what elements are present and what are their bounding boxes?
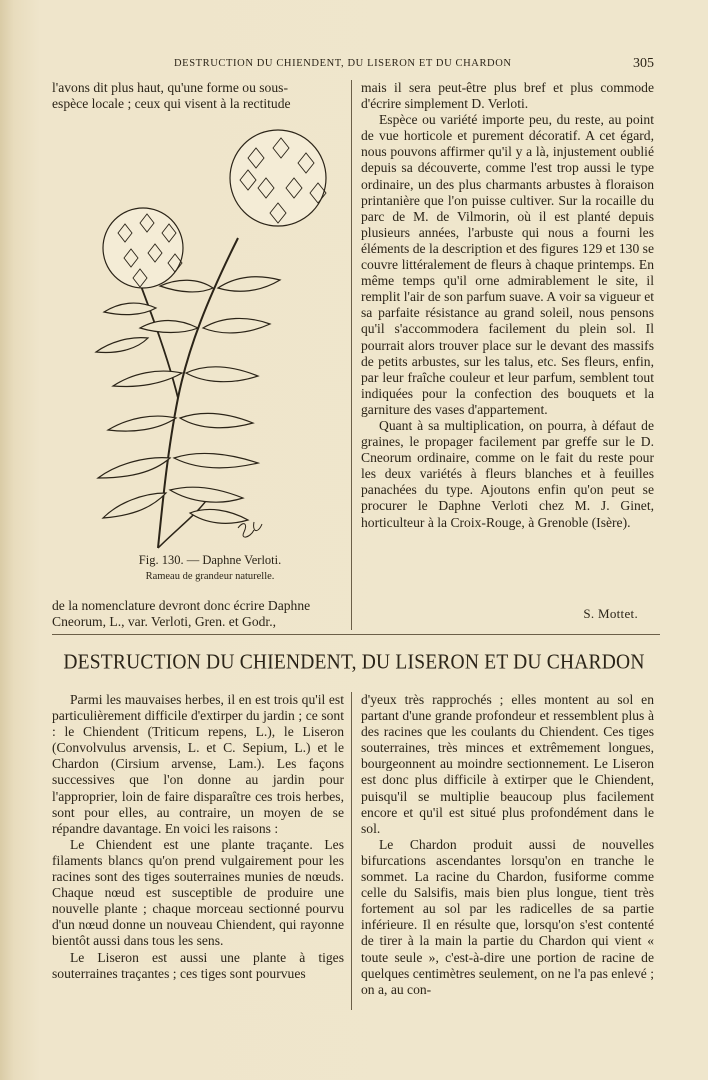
paragraph: Quant à sa multiplication, on pourra, à défaut de graines, le propager facilement par greffe sur le D. Cneorum ordinaire, comme on le fait du reste pour les deux variétés à fleurs blanches et à feuilles panachées du type. Ajoutons enfin qu'on peut se procurer le Daphne Verloti chez M. J. Ginet, horticulteur à la Croix-Rouge, à Grenoble (Isère). [361,417,654,530]
figure-caption: Fig. 130. — Daphne Verloti. [138,553,282,567]
top-left-text [52,80,344,112]
column-divider [351,692,352,1010]
lower-right-column [361,692,654,998]
running-header [52,56,656,74]
paragraph: Parmi les mauvaises herbes, il en est trois qu'il est particulièrement difficile d'extirper du jardin ; ce sont : le Chiendent (Triticum repens, L.), le Liseron (Convolvulus arvensis, L. et C. Sepium, L.) et le Chardon (Cirsium arvense, Lam.). Les façons successives que l'on donne au jardin pour l'approprier, loin de faire disparaître ces trois herbes, sont pour elles, au contraire, un moyen de se répandre davantage. En voici les raisons : [52,692,344,836]
daphne-illustration [58,118,338,558]
author-signature: S. Mottet. [583,606,638,621]
text-line: de la nomenclature devront donc écrire Daphne [52,598,311,613]
paragraph: Espèce ou variété importe peu, du reste, au point de vue horticole et purement décoratif. A cet égard, nous pouvons affirmer qu'il y a là, injustement oublié depuis sa découverte, comme l'est trop aussi le type ordinaire, un des plus charmants arbustes à floraison printanière que l'on puisse cultiver. Sur la rocaille du parc de M. de Vilmorin, où il est planté depuis plusieurs années, l'arbuste qui nous a fourni les éléments de la description et des figures 129 et 130 se couvre littéralement de fleurs à chaque printemps. En même temps qu'il orne admirablement le site, il remplit l'air de son parfum suave. A voir sa vigueur et sa parfaite résistance au grand soleil, nous pensons qu'il s'accommodera facilement du plein sol. Il pourrait alors trouver place sur le devant des massifs de petits arbustes, sur les talus, etc. Ses fleurs, enfin, par leur fraîche couleur et leur parfum, semblent tout indiquées pour la confection des bouquets et la garniture des vases d'appartement. [361,112,654,417]
text-line: l'avons dit plus haut, qu'une forme ou sous- [52,80,288,95]
paragraph: d'yeux très rapprochés ; elles montent au sol en partant d'une grande profondeur et ressemblent plus à des racines que les coulants du Chiendent. Ces tiges souterraines, très minces et extrêmement longues, bourgeonnent au moindre sectionnement. Le Liseron est donc plus difficile à extirper que le Chiendent, puisqu'il se multiplie beaucoup plus facilement encore et qu'il est situé plus profondément dans le sol. [361,692,654,836]
section-rule [52,634,660,635]
paragraph: Le Chiendent est une plante traçante. Les filaments blancs qu'on prend vulgairement pour les racines sont des tiges souterraines munies de nœuds. Chaque nœud est susceptible de produire une nouvelle plante ; chaque morceau sectionné pourvu d'un nœud donne un nouveau Chiendent, qui rayonne bientôt aussi dans tous les sens. [52,836,344,949]
column-divider [351,80,352,630]
running-title: DESTRUCTION DU CHIENDENT, DU LISERON ET DU CHARDON [174,58,512,69]
paragraph: Le Liseron est aussi une plante à tiges souterraines traçantes ; ces tiges sont pourvues [52,949,344,981]
paragraph: Le Chardon produit aussi de nouvelles bifurcations ascendantes lorsqu'on en tranche le sommet. La racine du Chardon, fusiforme comme celle du Salsifis, mais bien plus longue, tient très fortement au sol par les radicelles de sa partie inférieure. Il en résulte que, lorsqu'on s'est contenté de tirer à la main la partie du Chardon qui vient « toute seule », c'est-à-dire une portion de racine de quelques centimètres seulement, on ne l'a pas enlevé ; on a, au con- [361,836,654,997]
figure-daphne-verloti [58,118,338,558]
bottom-left-text [52,598,344,630]
right-column [361,80,654,531]
text-line: espèce locale ; ceux qui visent à la rectitude [52,96,291,112]
lower-left-column [52,692,344,982]
text-line: Cneorum, L., var. Verloti, Gren. et Godr., [52,614,277,630]
section-title: DESTRUCTION DU CHIENDENT, DU LISERON ET DU CHARDON [63,651,645,674]
figure-subcaption: Rameau de grandeur naturelle. [145,571,275,582]
paragraph: mais il sera peut-être plus bref et plus commode d'écrire simplement D. Verloti. [361,80,654,112]
page-number: 305 [633,56,654,71]
